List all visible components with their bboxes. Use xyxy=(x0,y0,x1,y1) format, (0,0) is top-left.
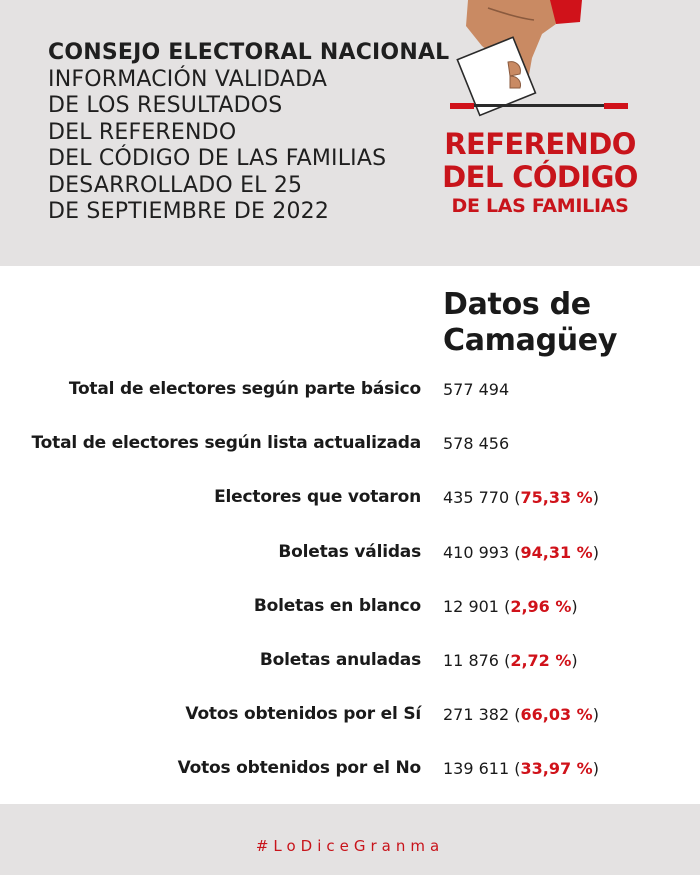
result-value xyxy=(443,434,509,453)
result-value: 410 993 (94,31 %) xyxy=(443,542,599,562)
result-row xyxy=(0,688,700,742)
header-line: DEL CÓDIGO DE LAS FAMILIAS xyxy=(48,146,387,171)
result-label: Votos obtenidos por el Sí xyxy=(185,704,421,725)
result-label: Total de electores según parte básico xyxy=(68,379,421,399)
result-value: 11 876 (2,72 %) xyxy=(443,650,578,670)
result-number: 578 456 xyxy=(443,434,510,454)
result-percentage: 2,96 % xyxy=(510,596,572,616)
result-percentage: 66,03 % xyxy=(520,705,593,725)
result-row xyxy=(0,580,700,634)
result-value xyxy=(443,380,509,399)
logo-title xyxy=(442,128,638,218)
result-value: 12 901 (2,96 %) xyxy=(443,596,578,616)
results-list xyxy=(0,363,700,797)
result-row xyxy=(0,526,700,580)
result-value: 139 611 (33,97 %) xyxy=(443,759,599,779)
result-percentage: 2,72 % xyxy=(510,650,572,670)
result-row xyxy=(0,417,700,471)
result-row xyxy=(0,363,700,417)
result-label: Boletas en blanco xyxy=(253,595,421,616)
header-line: DE LOS RESULTADOS xyxy=(48,93,283,118)
result-row xyxy=(0,742,700,796)
logo-title-line: REFERENDO xyxy=(444,127,636,161)
data-heading-line: Camagüey xyxy=(443,323,618,358)
header-line: DEL REFERENDO xyxy=(48,119,237,145)
result-percentage: 94,31 % xyxy=(520,542,593,562)
result-row xyxy=(0,471,700,525)
referendum-logo xyxy=(430,0,700,266)
header-line: DESARROLLADO EL 25 xyxy=(48,172,303,198)
data-heading-line: Datos de xyxy=(443,287,591,322)
result-number: 577 494 xyxy=(443,380,510,399)
logo-subtitle: DE LAS FAMILIAS xyxy=(451,195,629,217)
result-value: 271 382 (66,03 %) xyxy=(443,705,599,725)
result-number: 139 611 xyxy=(443,759,510,779)
result-percentage: 33,97 % xyxy=(520,759,593,779)
result-number: 410 993 xyxy=(443,542,510,562)
result-number: 12 901 xyxy=(443,596,499,616)
hashtag-link[interactable]: #LoDiceGranma xyxy=(255,837,445,855)
result-label: Boletas anuladas xyxy=(259,649,421,670)
header-line-organization: CONSEJO ELECTORAL NACIONAL xyxy=(48,40,450,65)
result-number: 271 382 xyxy=(443,705,510,725)
result-percentage: 75,33 % xyxy=(520,488,593,508)
result-number: 435 770 xyxy=(443,488,510,508)
result-value: 435 770 (75,33 %) xyxy=(443,488,599,508)
hand-voting-ballot-icon xyxy=(430,0,700,130)
header-line: DE SEPTIEMBRE DE 2022 xyxy=(48,199,330,224)
result-label: Total de electores según lista actualizada xyxy=(31,433,421,454)
data-heading xyxy=(443,287,617,359)
result-label: Boletas válidas xyxy=(278,541,421,562)
header-line: INFORMACIÓN VALIDADA xyxy=(48,66,328,92)
result-label: Votos obtenidos por el No xyxy=(177,758,421,779)
result-row xyxy=(0,634,700,688)
result-label: Electores que votaron xyxy=(214,487,421,508)
header-panel xyxy=(0,0,700,266)
logo-title-line: DEL CÓDIGO xyxy=(442,160,638,194)
result-number: 11 876 xyxy=(443,650,499,670)
header-text xyxy=(48,40,449,226)
footer-panel xyxy=(0,804,700,875)
